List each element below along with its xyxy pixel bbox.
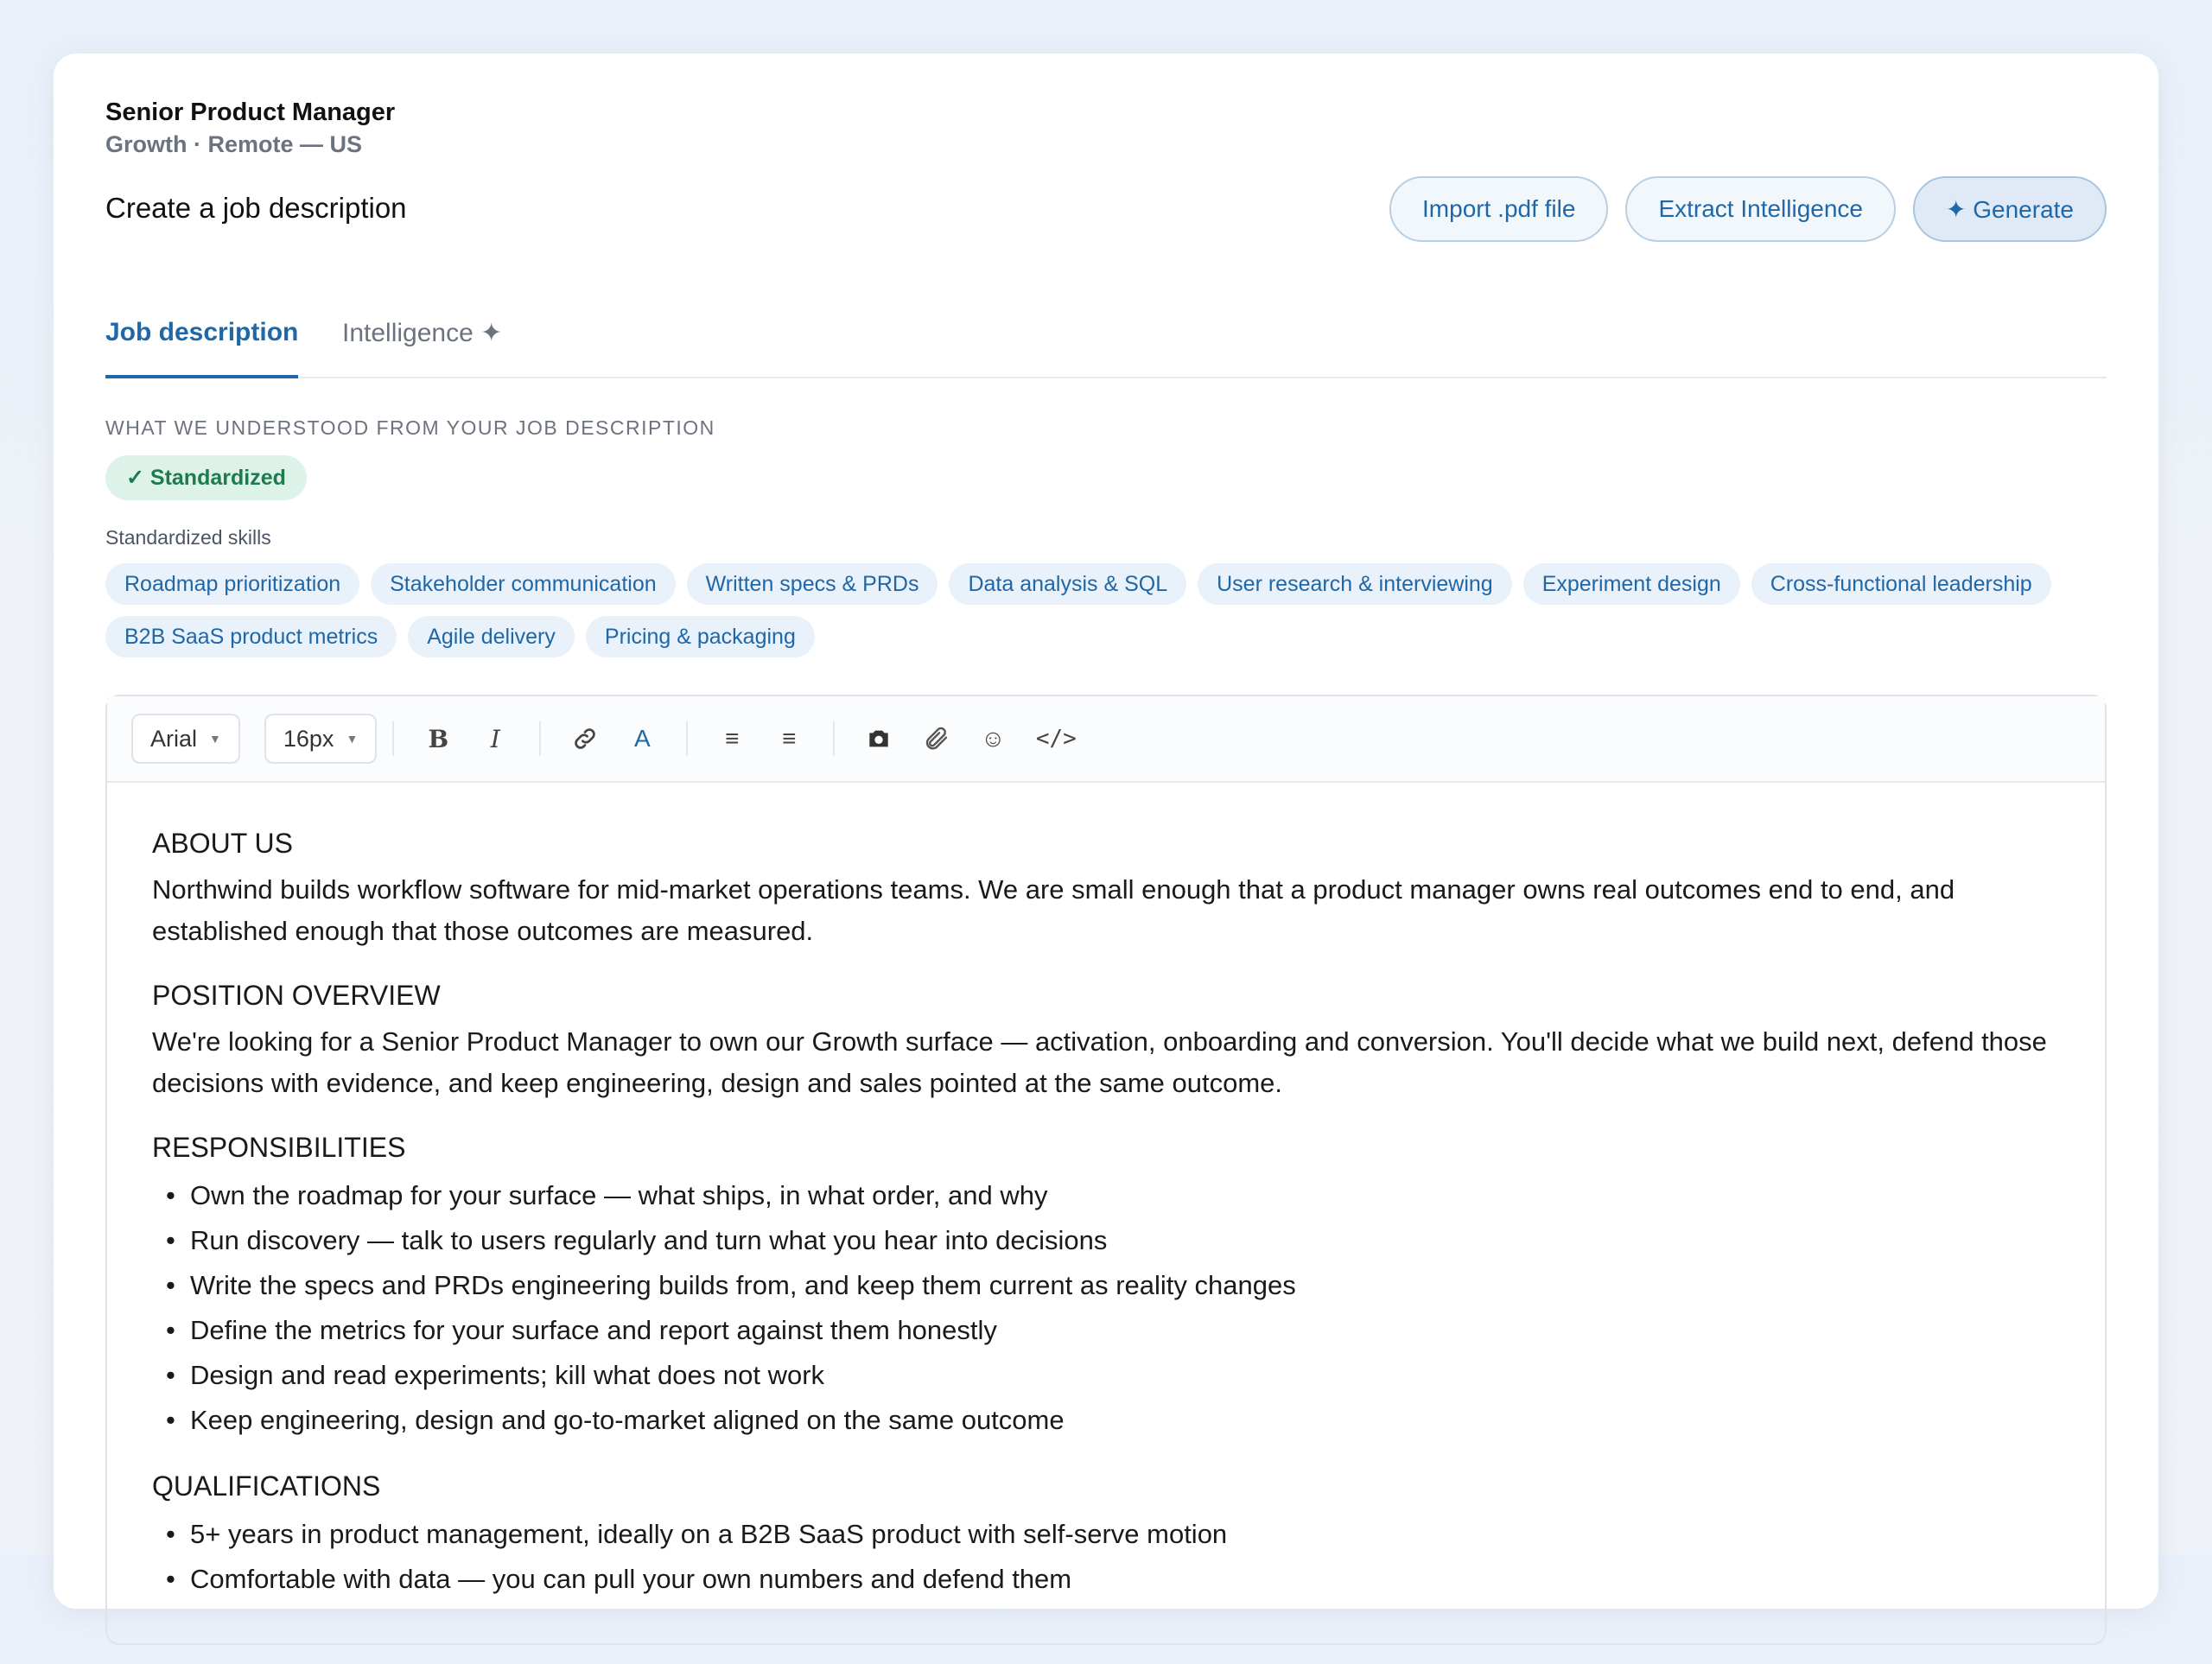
- skill-chip[interactable]: Stakeholder communication: [371, 563, 676, 605]
- bullet-list-icon[interactable]: ≡: [725, 725, 740, 752]
- editor-content[interactable]: [107, 783, 2105, 1664]
- font-size-value: 16px: [283, 725, 334, 752]
- font-family-value: Arial: [150, 725, 198, 752]
- job-title: Senior Product Manager: [105, 98, 396, 126]
- import-pdf-button[interactable]: Import .pdf file: [1389, 176, 1608, 242]
- emoji-icon[interactable]: ☺: [981, 725, 1006, 752]
- tab-bar: [105, 318, 2107, 378]
- list-item: • Keep engineering, design and go-to-market aligned on the same outcome: [152, 1398, 2060, 1443]
- action-buttons: [1389, 176, 2107, 242]
- italic-icon[interactable]: I: [490, 724, 500, 753]
- rich-text-editor: [105, 695, 2107, 1645]
- skill-chip[interactable]: Pricing & packaging: [586, 616, 815, 657]
- toolbar-divider: [539, 721, 541, 756]
- editor-toolbar: [107, 696, 2105, 783]
- list-item: • Run discovery — talk to users regularly and turn what you hear into decisions: [152, 1218, 2060, 1263]
- list-item: • Own the roadmap for your surface — what ships, in what order, and why: [152, 1173, 2060, 1218]
- link-icon[interactable]: [561, 715, 609, 763]
- font-size-select[interactable]: [264, 714, 377, 764]
- skill-chip[interactable]: B2B SaaS product metrics: [105, 616, 397, 657]
- overview-text: We're looking for a Senior Product Manager to own our Growth surface — activation, onboarding and conversion. You'll decide what we build next, defend those decisions with evidence, and keep engineering, design and sales pointed at the same outcome.: [152, 1026, 2047, 1098]
- tab-job-description[interactable]: Job description: [105, 318, 298, 378]
- responsibilities-heading: RESPONSIBILITIES: [152, 1132, 406, 1163]
- understood-section-label: WHAT WE UNDERSTOOD FROM YOUR JOB DESCRIPTION: [105, 416, 715, 439]
- skills-list: [105, 563, 2107, 657]
- overview-heading: POSITION OVERVIEW: [152, 980, 441, 1011]
- skill-chip[interactable]: Experiment design: [1523, 563, 1740, 605]
- qualifications-list: [152, 1512, 2060, 1602]
- toolbar-divider: [392, 721, 394, 756]
- page-title: Create a job description: [105, 192, 407, 224]
- toolbar-divider: [833, 721, 835, 756]
- bold-icon[interactable]: B: [428, 724, 449, 753]
- skill-chip[interactable]: Data analysis & SQL: [949, 563, 1186, 605]
- generate-button[interactable]: ✦ Generate: [1913, 176, 2107, 242]
- chevron-down-icon: ▼: [346, 732, 359, 746]
- skill-chip[interactable]: Agile delivery: [408, 616, 575, 657]
- skill-chip[interactable]: Roadmap prioritization: [105, 563, 359, 605]
- responsibilities-list: [152, 1173, 2060, 1443]
- list-item: • Write the specs and PRDs engineering builds from, and keep them current as reality changes: [152, 1263, 2060, 1308]
- chevron-down-icon: ▼: [209, 732, 221, 746]
- list-item: • Comfortable with data — you can pull your own numbers and defend them: [152, 1557, 2060, 1602]
- paperclip-icon[interactable]: [912, 715, 960, 763]
- skill-chip[interactable]: Cross-functional leadership: [1751, 563, 2051, 605]
- toolbar-divider: [686, 721, 688, 756]
- code-icon[interactable]: </>: [1035, 726, 1077, 752]
- numbered-list-icon[interactable]: ≡: [782, 725, 797, 752]
- job-card: [54, 54, 2158, 1609]
- status-badge: ✓ Standardized: [105, 455, 307, 500]
- job-subtitle: Growth · Remote — US: [105, 131, 363, 157]
- list-item: • 5+ years in product management, ideally on a B2B SaaS product with self-serve motion: [152, 1512, 2060, 1557]
- about-text: Northwind builds workflow software for mid-market operations teams. We are small enough that a product manager owns real outcomes end to end, and established enough that those outcomes are measured.: [152, 874, 1955, 946]
- text-color-icon[interactable]: A: [633, 725, 651, 752]
- font-family-select[interactable]: [131, 714, 240, 764]
- skills-label: Standardized skills: [105, 526, 271, 549]
- skill-chip[interactable]: User research & interviewing: [1198, 563, 1512, 605]
- skill-chip[interactable]: Written specs & PRDs: [687, 563, 938, 605]
- qualifications-heading: QUALIFICATIONS: [152, 1470, 381, 1502]
- camera-icon[interactable]: [855, 715, 903, 763]
- list-item: • Design and read experiments; kill what does not work: [152, 1353, 2060, 1398]
- tab-intelligence[interactable]: Intelligence ✦: [342, 319, 503, 347]
- extract-intelligence-button[interactable]: Extract Intelligence: [1625, 176, 1896, 242]
- list-item: • Define the metrics for your surface and report against them honestly: [152, 1308, 2060, 1353]
- about-heading: ABOUT US: [152, 828, 293, 859]
